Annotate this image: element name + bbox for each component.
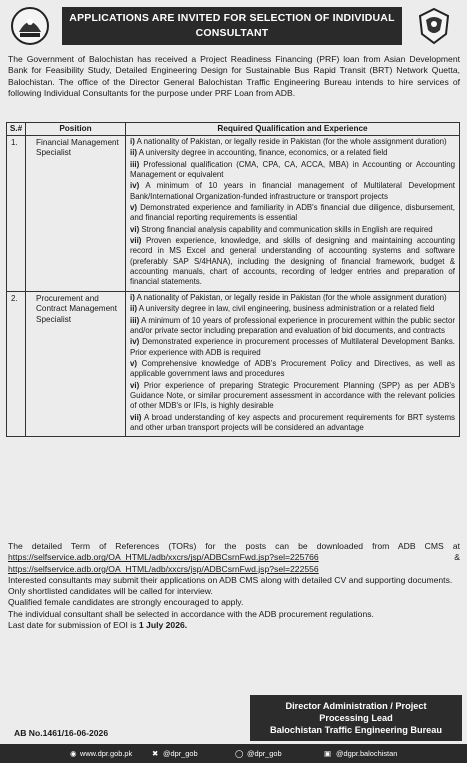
table-row [7,292,459,436]
signature-line1: Director Administration / Project [285,701,427,711]
tor-ampersand: & [454,552,460,563]
instagram-handle[interactable]: @dpr_gob [247,749,282,758]
table-row [7,136,459,292]
qualification-item: vii) Proven experience, knowledge, and skills of designing and maintaining accounting record in MS Excel and general understanding of accounting systems and software (preferably SAP S/4HANA), including the designing of financial framework, budget & accounting manuals, chart of accounts, recording of ledger entries and preparation of financial statements. [130,236,455,287]
government-crest-icon [414,6,454,46]
row-position: Financial Management Specialist [26,136,126,291]
website-link[interactable]: www.dpr.gob.pk [80,749,133,758]
row-sno: 2. [7,292,26,436]
facebook-handle[interactable]: @dgpr.balochistan [336,749,398,758]
row-qualifications [126,136,459,291]
header [0,0,467,52]
header-position: Position [26,123,126,135]
qualification-item: v) Demonstrated experience and familiarity in ADB's financial due diligence, disbursement, and financial reporting requirements is essential [130,203,455,223]
title-line2: CONSULTANT [195,27,269,39]
qualification-item: iii) Professional qualification (CMA, CPA, CA, ACCA, MBA) in Accounting or Accounting Management or equivalent [130,159,455,180]
qualification-item: v) Comprehensive knowledge of ADB's Procurement Policy and Directives, as well as applicable government laws and procedures [130,358,455,379]
tor-text: The detailed Term of References (TORs) for the posts can be downloaded from ADB CMS at [8,541,460,551]
signature-line3: Balochistan Traffic Engineering Bureau [269,725,443,735]
title-line1: APPLICATIONS ARE INVITED FOR SELECTION OF INDIVIDUAL [69,12,395,24]
tor-link-2[interactable]: https://selfservice.adb.org/OA_HTML/adb/xxcrs/jsp/ADBCsrnFwd.jsp?sel=222556 [8,563,319,574]
signature-line2: Processing Lead [319,713,393,723]
row-qualifications [126,292,459,436]
header-sno: S.# [7,123,26,135]
title-banner [62,7,402,45]
selection-note: The individual consultant shall be selected in accordance with the ADB procurement regulations. [8,608,374,619]
deadline-date: 1 July 2026. [138,620,188,631]
row-sno: 1. [7,136,26,291]
globe-icon: ◉ [70,749,77,758]
balochistan-emblem-icon [10,6,50,46]
qualification-item: vii) A broad understanding of key aspects and procurement requirements for BRT systems and other urban transport projects will be considered an advantage [130,412,455,432]
row-position: Procurement and Contract Management Specialist [26,292,126,436]
qualification-item: ii) A university degree in accounting, finance, economics, or a related field [130,148,388,158]
shortlist-note: Only shortlisted candidates will be called for interview. [8,586,213,597]
deadline-note [8,620,460,631]
header-qualification: Required Qualification and Experience [217,124,368,133]
qualification-item: i) A nationality of Pakistan, or legally reside in Pakistan (for the whole assignment duration) [130,292,447,302]
tor-paragraph [8,541,460,575]
facebook-icon: ▣ [324,749,331,758]
tor-link-1[interactable]: https://selfservice.adb.org/OA_HTML/adb/xxcrs/jsp/ADBCsrnFwd.jsp?sel=225766 [8,552,319,563]
intro-paragraph: The Government of Balochistan has received a Project Readiness Financing (PRF) loan from Asian Development Bank for Feasibility Study, Detailed Engineering Design for Sustainable Bus Rapid Transit (BRT) Network Quetta, Balochistan. The office of the Director General Balochistan Traffic Engineering Bureau intends to hire services of following Individual Consultants for the purpose under PRF Loan from ADB. [8,54,460,99]
signature-block [250,695,462,741]
twitter-icon: ✖ [152,749,159,758]
qualification-item: vi) Prior experience of preparing Strategic Procurement Planning (SPP) as per ADB's Guidance Note, or similar procurement assessment in accordance with the relevant policies of other MDB's or IFIs, is highly desirable [130,380,455,411]
ad-reference-number: AB No.1461/16-06-2026 [14,728,109,738]
positions-table [6,122,460,437]
qualification-item: iv) Demonstrated experience in procurement processes of Multilateral Development Banks. Prior experience with ADB is required [130,337,455,357]
qualification-item: vi) Strong financial analysis capability and communication skills in English are required [130,224,433,234]
apply-note: Interested consultants may submit their applications on ADB CMS along with detailed CV and supporting documents. [8,574,453,585]
table-header [7,123,459,136]
qualification-item: ii) A university degree in law, civil engineering, business administration or a related field [130,304,435,314]
social-bar [0,744,467,763]
qualification-item: iv) A minimum of 10 years in financial management of Multilateral Development Bank/International Organization-funded infrastructure or transport projects [130,181,456,201]
female-note: Qualified female candidates are strongly encouraged to apply. [8,597,244,608]
qualification-item: iii) A minimum of 10 years of professional experience in procurement within the public sector and/or private sector including preparation and evaluation of bid documents, and contracts [130,315,455,335]
instagram-icon: ◯ [235,749,244,758]
qualification-item: i) A nationality of Pakistan, or legally reside in Pakistan (for the whole assignment duration) [130,137,447,146]
footer-notes [8,541,460,631]
deadline-prefix: Last date for submission of EOI is [8,620,137,631]
twitter-handle[interactable]: @dpr_gob [163,749,198,758]
